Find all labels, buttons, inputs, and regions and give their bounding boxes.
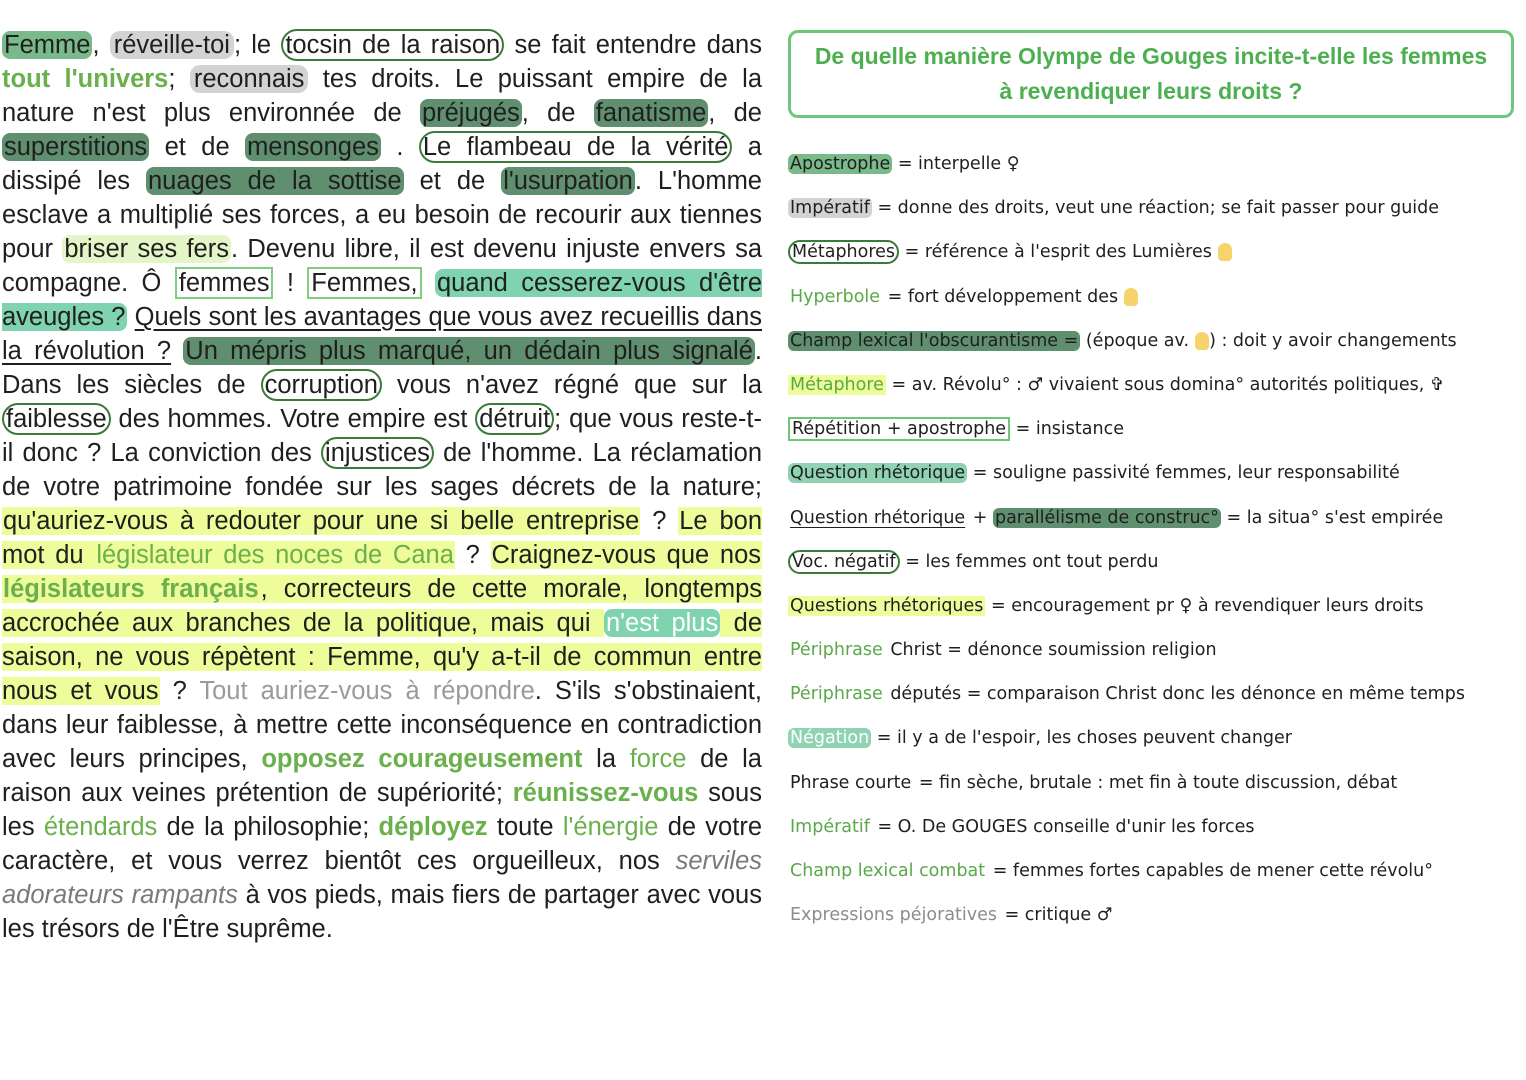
note-term: Voc. négatif: [788, 550, 900, 574]
text: !: [273, 269, 308, 297]
word-usurpation: l'usurpation: [503, 167, 633, 195]
note-text: ) : doit y avoir changements: [1209, 330, 1457, 351]
text: tes droits. Le puissant empire de la nature n'est plus environnée de: [2, 65, 763, 127]
word-injustices: injustices: [321, 437, 434, 469]
word-femme: Femme: [4, 31, 91, 59]
note-term: Périphrase: [790, 684, 883, 705]
word-detruit: détruit: [475, 403, 554, 435]
text: , de: [708, 99, 762, 127]
note-text: = interpelle ♀: [892, 154, 1020, 174]
question-redouter: qu'auriez-vous à redouter pour une si belle entreprise: [3, 507, 640, 535]
note-term: parallélisme de construc°: [994, 507, 1219, 528]
question-aveugles: quand cesserez-vous d'être aveugles ?: [2, 269, 763, 331]
imperatif-opposez: opposez courageusement: [261, 745, 583, 773]
note-term: Champ lexical combat: [790, 861, 986, 881]
note-voc-negatif: [788, 544, 1518, 588]
text: a dissipé les: [2, 133, 762, 195]
note-text: = femmes fortes capables de mener cette révolu°: [987, 861, 1434, 881]
note-text: (époque av.: [1080, 330, 1190, 351]
analysis-notes: [788, 146, 1518, 941]
note-periphrase-christ: [788, 632, 1518, 676]
periphrase-deputes: législateurs français: [3, 575, 259, 603]
note-expressions-pejoratives: [788, 897, 1518, 941]
note-term: Question rhétorique: [790, 507, 966, 528]
note-text: = souligne passivité femmes, leur responsabilité: [967, 463, 1400, 484]
note-periphrase-deputes: [788, 676, 1518, 720]
word-femmes-1: femmes: [175, 267, 274, 299]
text: , de: [521, 99, 594, 127]
text-craignez: Craignez-vous que nos: [491, 541, 762, 569]
imperatif-reunissez: réunissez-vous: [512, 779, 699, 807]
note-hyperbole: [788, 279, 1518, 323]
text: . Dans les siècles de: [2, 337, 762, 399]
note-text: = la situa° s'est empirée: [1220, 507, 1444, 528]
text: des hommes. Votre empire est: [110, 405, 476, 433]
word-superstitions: superstitions: [4, 133, 148, 161]
note-term: Métaphores: [788, 240, 899, 264]
note-text: = fort développement des: [882, 286, 1119, 307]
note-repetition: [788, 411, 1518, 455]
phrase-tocsin: tocsin de la raison: [281, 29, 504, 61]
note-text: = fin sèche, brutale : met fin à toute discussion, débat: [913, 772, 1398, 793]
text: de la raison aux veines prétention de supériorité;: [2, 745, 762, 807]
source-text: [2, 28, 762, 946]
lightbulb-icon: [1218, 243, 1232, 261]
word-force: force: [629, 745, 687, 773]
question-box: [788, 30, 1514, 118]
lightbulb-icon: [1195, 332, 1209, 350]
note-question-rhetorique-1: [788, 455, 1518, 499]
note-term: Hyperbole: [790, 286, 881, 307]
text: ; le: [233, 31, 282, 59]
text: . S'ils s'obstinaient, dans leur faiblesse, à mettre cette inconséquence en contradiction avec leurs principes,: [2, 677, 762, 773]
note-term: Métaphore: [790, 374, 884, 395]
note-text: = insistance: [1010, 419, 1124, 440]
text: [422, 269, 435, 297]
note-text: = O. De GOUGES conseille d'unir les forces: [871, 816, 1255, 837]
word-etendards: étendards: [43, 813, 158, 841]
text: ; que vous reste-t-il donc ? La conviction des: [2, 405, 762, 467]
note-term: Questions rhétoriques: [790, 595, 984, 616]
phrase-flambeau: Le flambeau de la vérité: [419, 131, 733, 163]
text: sous les: [2, 779, 762, 841]
text: [171, 337, 183, 365]
text: de l'homme. La réclamation de votre patrimoine fondée sur les sages décrets de la nature;: [2, 439, 763, 501]
note-negation: [788, 720, 1518, 764]
text: [127, 303, 134, 331]
note-text: députés = comparaison Christ donc les dénonce en même temps: [884, 684, 1465, 705]
note-text: = il y a de l'espoir, les choses peuvent changer: [871, 728, 1292, 749]
text: à vos pieds, mais fiers de partager avec vous les trésors de l'Être suprême.: [2, 881, 762, 943]
phrase-tout-univers: tout l'univers: [2, 65, 169, 93]
note-text: Christ = dénonce soumission religion: [884, 640, 1217, 661]
text-correcteurs: , correcteurs de cette morale, longtemps accrochée aux branches de la politique, mais qui: [2, 575, 762, 637]
note-metaphore: [788, 367, 1518, 411]
note-term: Négation: [790, 728, 870, 749]
text: ?: [640, 507, 679, 535]
phrase-mepris: Un mépris plus marqué, un dédain plus signalé: [185, 337, 753, 365]
note-term: Périphrase: [790, 640, 883, 661]
note-term: Impératif: [790, 198, 870, 219]
expression-pejorative: serviles adorateurs rampants: [2, 847, 762, 909]
note-metaphores: [788, 234, 1518, 278]
text: se fait entendre dans: [504, 31, 762, 59]
note-imperatif: [788, 190, 1518, 234]
note-text: = référence à l'esprit des Lumières: [899, 242, 1212, 263]
text: . L'homme esclave a multiplié ses forces, a eu besoin de recourir aux tiennes pour: [2, 167, 762, 263]
text: ?: [454, 541, 491, 569]
note-term: Champ lexical l'obscurantisme =: [790, 330, 1079, 351]
note-term: Apostrophe: [790, 154, 891, 174]
text: . Devenu libre, il est devenu injuste envers sa compagne. Ô: [2, 235, 763, 297]
text: la: [582, 745, 630, 773]
negation: n'est plus: [606, 609, 719, 637]
text: ;: [168, 65, 190, 93]
note-term: Impératif: [790, 816, 870, 837]
word-mensonges: mensonges: [247, 133, 379, 161]
word-faiblesse: faiblesse: [2, 403, 111, 435]
text: de votre caractère, et vous verrez bientôt ces orgueilleux, nos: [2, 813, 762, 875]
note-text: = encouragement pr ♀ à revendiquer leurs droits: [985, 595, 1424, 616]
note-text: +: [967, 507, 993, 528]
note-text: = av. Révolu° : ♂ vivaient sous domina° autorités politiques, ✞: [885, 374, 1445, 395]
imperatif-deployez: déployez: [378, 813, 488, 841]
note-imperatif-2: [788, 809, 1518, 853]
text: et de: [403, 167, 502, 195]
note-apostrophe: [788, 146, 1518, 190]
text: de la philosophie;: [157, 813, 379, 841]
word-reveille-toi: réveille-toi: [110, 31, 234, 59]
note-term: Question rhétorique: [790, 463, 966, 484]
word-fanatisme: fanatisme: [595, 99, 707, 127]
text-saison: de saison, ne vous répètent : Femme, qu'y a-t-il de commun entre nous et vous: [2, 609, 763, 705]
note-text: = critique ♂: [999, 905, 1113, 926]
text: .: [380, 133, 419, 161]
word-corruption: corruption: [261, 369, 382, 401]
note-question-rhetorique-2: [788, 500, 1518, 544]
note-text: = donne des droits, veut une réaction; se fait passer pour guide: [871, 198, 1440, 219]
periphrase-christ: législateur des noces de Cana: [96, 541, 454, 569]
word-energie: l'énergie: [562, 813, 659, 841]
text: vous n'avez régné que sur la: [381, 371, 762, 399]
phrase-nuages: nuages de la sottise: [147, 167, 402, 195]
word-prejuges: préjugés: [421, 99, 520, 127]
note-champ-combat: [788, 853, 1518, 897]
word-reconnais: reconnais: [190, 65, 309, 93]
note-term: Répétition + apostrophe: [788, 417, 1010, 441]
note-term: Expressions péjoratives: [790, 905, 998, 926]
text: ,: [92, 31, 110, 59]
note-champ-obscurantisme: [788, 323, 1518, 367]
text-bon-mot: Le bon mot du: [2, 507, 763, 569]
word-femmes-2: Femmes,: [307, 267, 421, 299]
note-term: Phrase courte: [790, 772, 912, 793]
note-phrase-courte: [788, 765, 1518, 809]
text: ?: [159, 677, 200, 705]
lightbulb-icon: [1124, 288, 1138, 306]
text: toute: [487, 813, 563, 841]
phrase-courte: Tout auriez-vous à répondre: [199, 677, 535, 705]
text: et de: [149, 133, 246, 161]
note-text: = les femmes ont tout perdu: [899, 551, 1159, 572]
question-title: De quelle manière Olympe de Gouges incite-t-elle les femmes à revendiquer leurs droits ?: [814, 43, 1488, 104]
note-questions-rhetoriques: [788, 588, 1518, 632]
question-avantages: Quels sont les avantages que vous avez recueillis dans la révolution ?: [2, 303, 763, 365]
phrase-briser-fers: briser ses fers: [64, 235, 229, 263]
